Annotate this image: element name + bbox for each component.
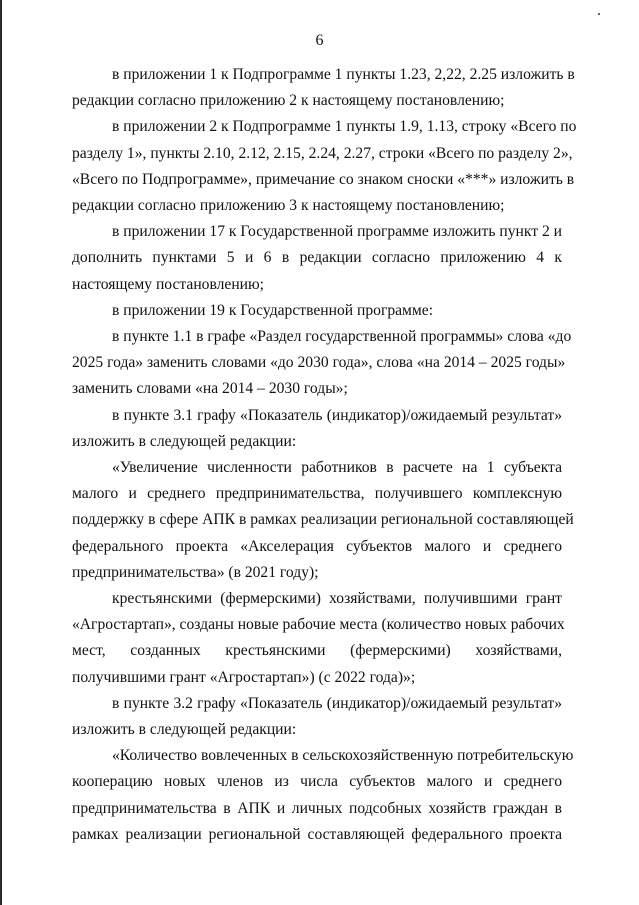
text-line: кооперацию новых членов из числа субъектов малого и среднего xyxy=(72,773,562,791)
paragraph xyxy=(72,114,577,219)
text-line: изложить в следующей редакции: xyxy=(72,432,297,450)
text-line: заменить словами «на 2014 – 2030 годы»; xyxy=(72,380,348,398)
scan-left-edge xyxy=(0,0,2,905)
text-line: дополнить пунктами 5 и 6 в редакции согласно приложению 4 к xyxy=(72,249,562,267)
text-line: получившими грант «Агростартап») (с 2022 года)»; xyxy=(72,668,416,686)
text-line: в пункте 3.2 графу «Показатель (индикатор)/ожидаемый результат» xyxy=(112,694,562,712)
paragraph xyxy=(72,455,574,586)
text-line: предпринимательства в АПК и личных подсобных хозяйств граждан в xyxy=(72,799,562,817)
text-line: «Количество вовлеченных в сельскохозяйственную потребительскую xyxy=(112,747,574,765)
text-line: в приложении 1 к Подпрограмме 1 пункты 1.23, 2,22, 2.25 изложить в xyxy=(112,66,575,83)
text-line: рамках реализации региональной составляющей федерального проекта xyxy=(72,825,562,843)
text-line: редакции согласно приложению 2 к настоящему постановлению; xyxy=(72,92,505,110)
text-line: разделу 1», пункты 2.10, 2.12, 2.15, 2.24, 2.27, строки «Всего по разделу 2», xyxy=(72,144,573,162)
text-line: крестьянскими (фермерскими) хозяйствами, получившими грант xyxy=(112,590,562,608)
text-line: редакции согласно приложению 3 к настоящему постановлению; xyxy=(72,197,505,215)
paragraph xyxy=(72,586,565,691)
text-line: мест, созданных крестьянскими (фермерскими) хозяйствами, xyxy=(72,642,562,660)
text-line: в пункте 1.1 в графе «Раздел государственной программы» слова «до xyxy=(112,328,572,346)
scan-speck xyxy=(598,13,600,15)
text-line: поддержку в сфере АПК в рамках реализации региональной составляющей xyxy=(72,511,574,529)
text-line: «Агростартап», созданы новые рабочие места (количество новых рабочих xyxy=(72,616,565,634)
text-line: изложить в следующей редакции: xyxy=(72,721,297,739)
text-line: в приложении 2 к Подпрограмме 1 пункты 1.9, 1.13, строку «Всего по xyxy=(112,118,577,136)
paragraph xyxy=(72,691,562,743)
text-line: «Всего по Подпрограмме», примечание со знаком сноски «***» изложить в xyxy=(72,170,575,188)
text-line: предпринимательства» (в 2021 году); xyxy=(72,563,319,581)
paragraph xyxy=(72,324,572,403)
text-line: в приложении 17 к Государственной программе изложить пункт 2 и xyxy=(112,223,562,241)
paragraph xyxy=(72,62,575,114)
text-line: малого и среднего предпринимательства, получившего комплексную xyxy=(72,485,562,503)
document-body xyxy=(72,62,577,848)
paragraph xyxy=(72,298,562,324)
paragraph xyxy=(72,219,562,298)
text-line: «Увеличение численности работников в расчете на 1 субъекта xyxy=(112,459,562,477)
text-line: настоящему постановлению; xyxy=(72,275,265,293)
paragraph xyxy=(72,743,574,848)
text-line: 2025 года» заменить словами «до 2030 года», слова «на 2014 – 2025 годы» xyxy=(72,354,566,372)
text-line: в приложении 19 к Государственной программе: xyxy=(112,301,434,319)
text-line: в пункте 3.1 графу «Показатель (индикатор)/ожидаемый результат» xyxy=(112,406,562,424)
page-number: 6 xyxy=(315,32,324,49)
paragraph xyxy=(72,403,562,455)
text-line: федерального проекта «Акселерация субъектов малого и среднего xyxy=(72,537,562,555)
